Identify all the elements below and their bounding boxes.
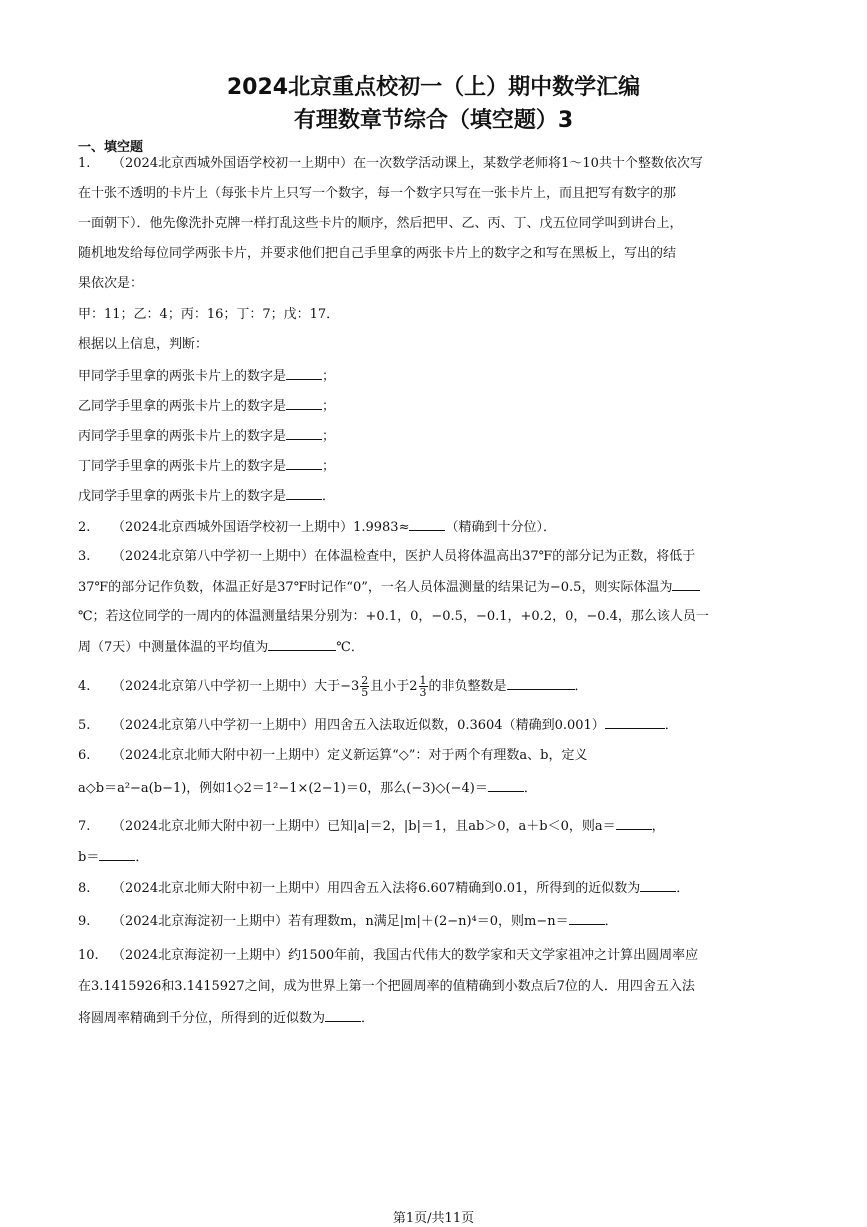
question-1-line-2: 在十张不透明的卡片上（每张卡片上只写一个数字，每一个数字只写在一张卡片上，而且把写有数字的那: [78, 186, 677, 201]
question-10-line-3: 将圆周率精确到千分位，所得到的近似数为 ．: [78, 1011, 375, 1026]
question-8: 8. （2024北京北师大附中初一上期中）用四舍五入法将6.607精确到0.01，所得到的近似数为 ．: [78, 881, 690, 896]
page-title-line2: 有理数章节综合（填空题）3: [293, 108, 574, 133]
question-1-line-5: 果依次是：: [78, 276, 144, 291]
answer-blank[interactable]: [268, 638, 336, 651]
answer-blank[interactable]: [569, 912, 605, 925]
page-footer: 第1页/共11页: [392, 1211, 475, 1226]
page-title-line1: 2024北京重点校初一（上）期中数学汇编: [226, 75, 641, 100]
question-6-line-1: 6. （2024北京北师大附中初一上期中）定义新运算“◇”：对于两个有理数a、b，定义: [78, 748, 588, 763]
question-1-answer-2: 乙同学手里拿的两张卡片上的数字是 ；: [78, 399, 336, 414]
answer-blank[interactable]: [286, 367, 322, 380]
answer-blank[interactable]: [286, 487, 322, 500]
question-4: 4. （2024北京第八中学初一上期中）大于−3 $\frac{2}{5}$ 且小于2 $\frac{1}{3}$ 的非负整数是 ．: [78, 674, 588, 699]
answer-blank[interactable]: [672, 578, 700, 591]
question-6-line-2: a◇b＝a²−a(b−1)，例如1◇2＝1²−1×(2−1)＝0，那么(−3)◇(−4)＝ ．: [78, 781, 537, 796]
question-9: 9. （2024北京海淀初一上期中）若有理数m，n满足|m|＋(2−n)⁴＝0，则m−n＝ ．: [78, 914, 618, 929]
question-1-prompt: 根据以上信息，判断：: [78, 337, 209, 352]
answer-blank[interactable]: [99, 848, 135, 861]
question-10-line-1: 10. （2024北京海淀初一上期中）约1500年前，我国古代伟大的数学家和天文学家祖冲之计算出圆周率应: [78, 948, 699, 963]
question-5: 5. （2024北京第八中学初一上期中）用四舍五入法取近似数，0.3604（精确到0.001） ．: [78, 718, 678, 733]
answer-blank[interactable]: [507, 677, 575, 690]
fraction: $\frac{1}{3}$: [419, 674, 427, 699]
question-1-line-4: 随机地发给每位同学两张卡片，并要求他们把自己手里拿的两张卡片上的数字之和写在黑板上，写出的结: [78, 246, 677, 261]
question-2: 2. （2024北京西城外国语学校初一上期中）1.9983≈ （精确到十分位）．: [78, 520, 556, 535]
answer-blank[interactable]: [286, 427, 322, 440]
answer-blank[interactable]: [286, 457, 322, 470]
answer-blank[interactable]: [488, 779, 524, 792]
question-1-results: 甲：11；乙：4；丙：16；丁：7；戊：17．: [78, 307, 340, 322]
question-1-answer-5: 戊同学手里拿的两张卡片上的数字是 ．: [78, 489, 336, 504]
question-1-line-1: 1. （2024北京西城外国语学校初一上期中）在一次数学活动课上，某数学老师将1～10共十个整数依次写: [78, 156, 703, 171]
question-3-line-3: ℃；若这位同学的一周内的体温测量结果分别为：+0.1，0，−0.5，−0.1，+0.2，0，−0.4，那么该人员一: [78, 609, 709, 624]
question-1-answer-3: 丙同学手里拿的两张卡片上的数字是 ；: [78, 429, 336, 444]
answer-blank[interactable]: [286, 397, 322, 410]
question-3-line-2: 37℉的部分记作负数，体温正好是37℉时记作“0”，一名人员体温测量的结果记为−0.5，则实际体温为: [78, 578, 700, 597]
section-heading: 一、填空题: [78, 140, 144, 155]
answer-blank[interactable]: [325, 1009, 361, 1022]
answer-blank[interactable]: [409, 518, 445, 531]
question-1-answer-1: 甲同学手里拿的两张卡片上的数字是 ；: [78, 369, 336, 384]
question-7-line-2: b＝ ．: [78, 850, 149, 865]
answer-blank[interactable]: [640, 879, 676, 892]
answer-blank[interactable]: [605, 716, 665, 729]
question-10-line-2: 在3.1415926和3.1415927之间，成为世界上第一个把圆周率的值精确到小数点后7位的人．用四舍五入法: [78, 979, 695, 994]
fraction: $\frac{2}{5}$: [361, 674, 369, 699]
question-1-line-3: 一面朝下）．他先像洗扑克牌一样打乱这些卡片的顺序，然后把甲、乙、丙、丁、戊五位同学叫到讲台上，: [78, 216, 683, 231]
question-7-line-1: 7. （2024北京北师大附中初一上期中）已知|a|＝2，|b|＝1，且ab＞0，a＋b＜0，则a＝ ，: [78, 819, 665, 834]
answer-blank[interactable]: [616, 817, 652, 830]
question-number: 1.: [78, 156, 91, 171]
question-1-answer-4: 丁同学手里拿的两张卡片上的数字是 ；: [78, 459, 336, 474]
question-3-line-1: 3. （2024北京第八中学初一上期中）在体温检查中，医护人员将体温高出37℉的部分记为正数，将低于: [78, 549, 696, 564]
question-3-line-4: 周（7天）中测量体温的平均值为 ℃．: [78, 640, 364, 655]
